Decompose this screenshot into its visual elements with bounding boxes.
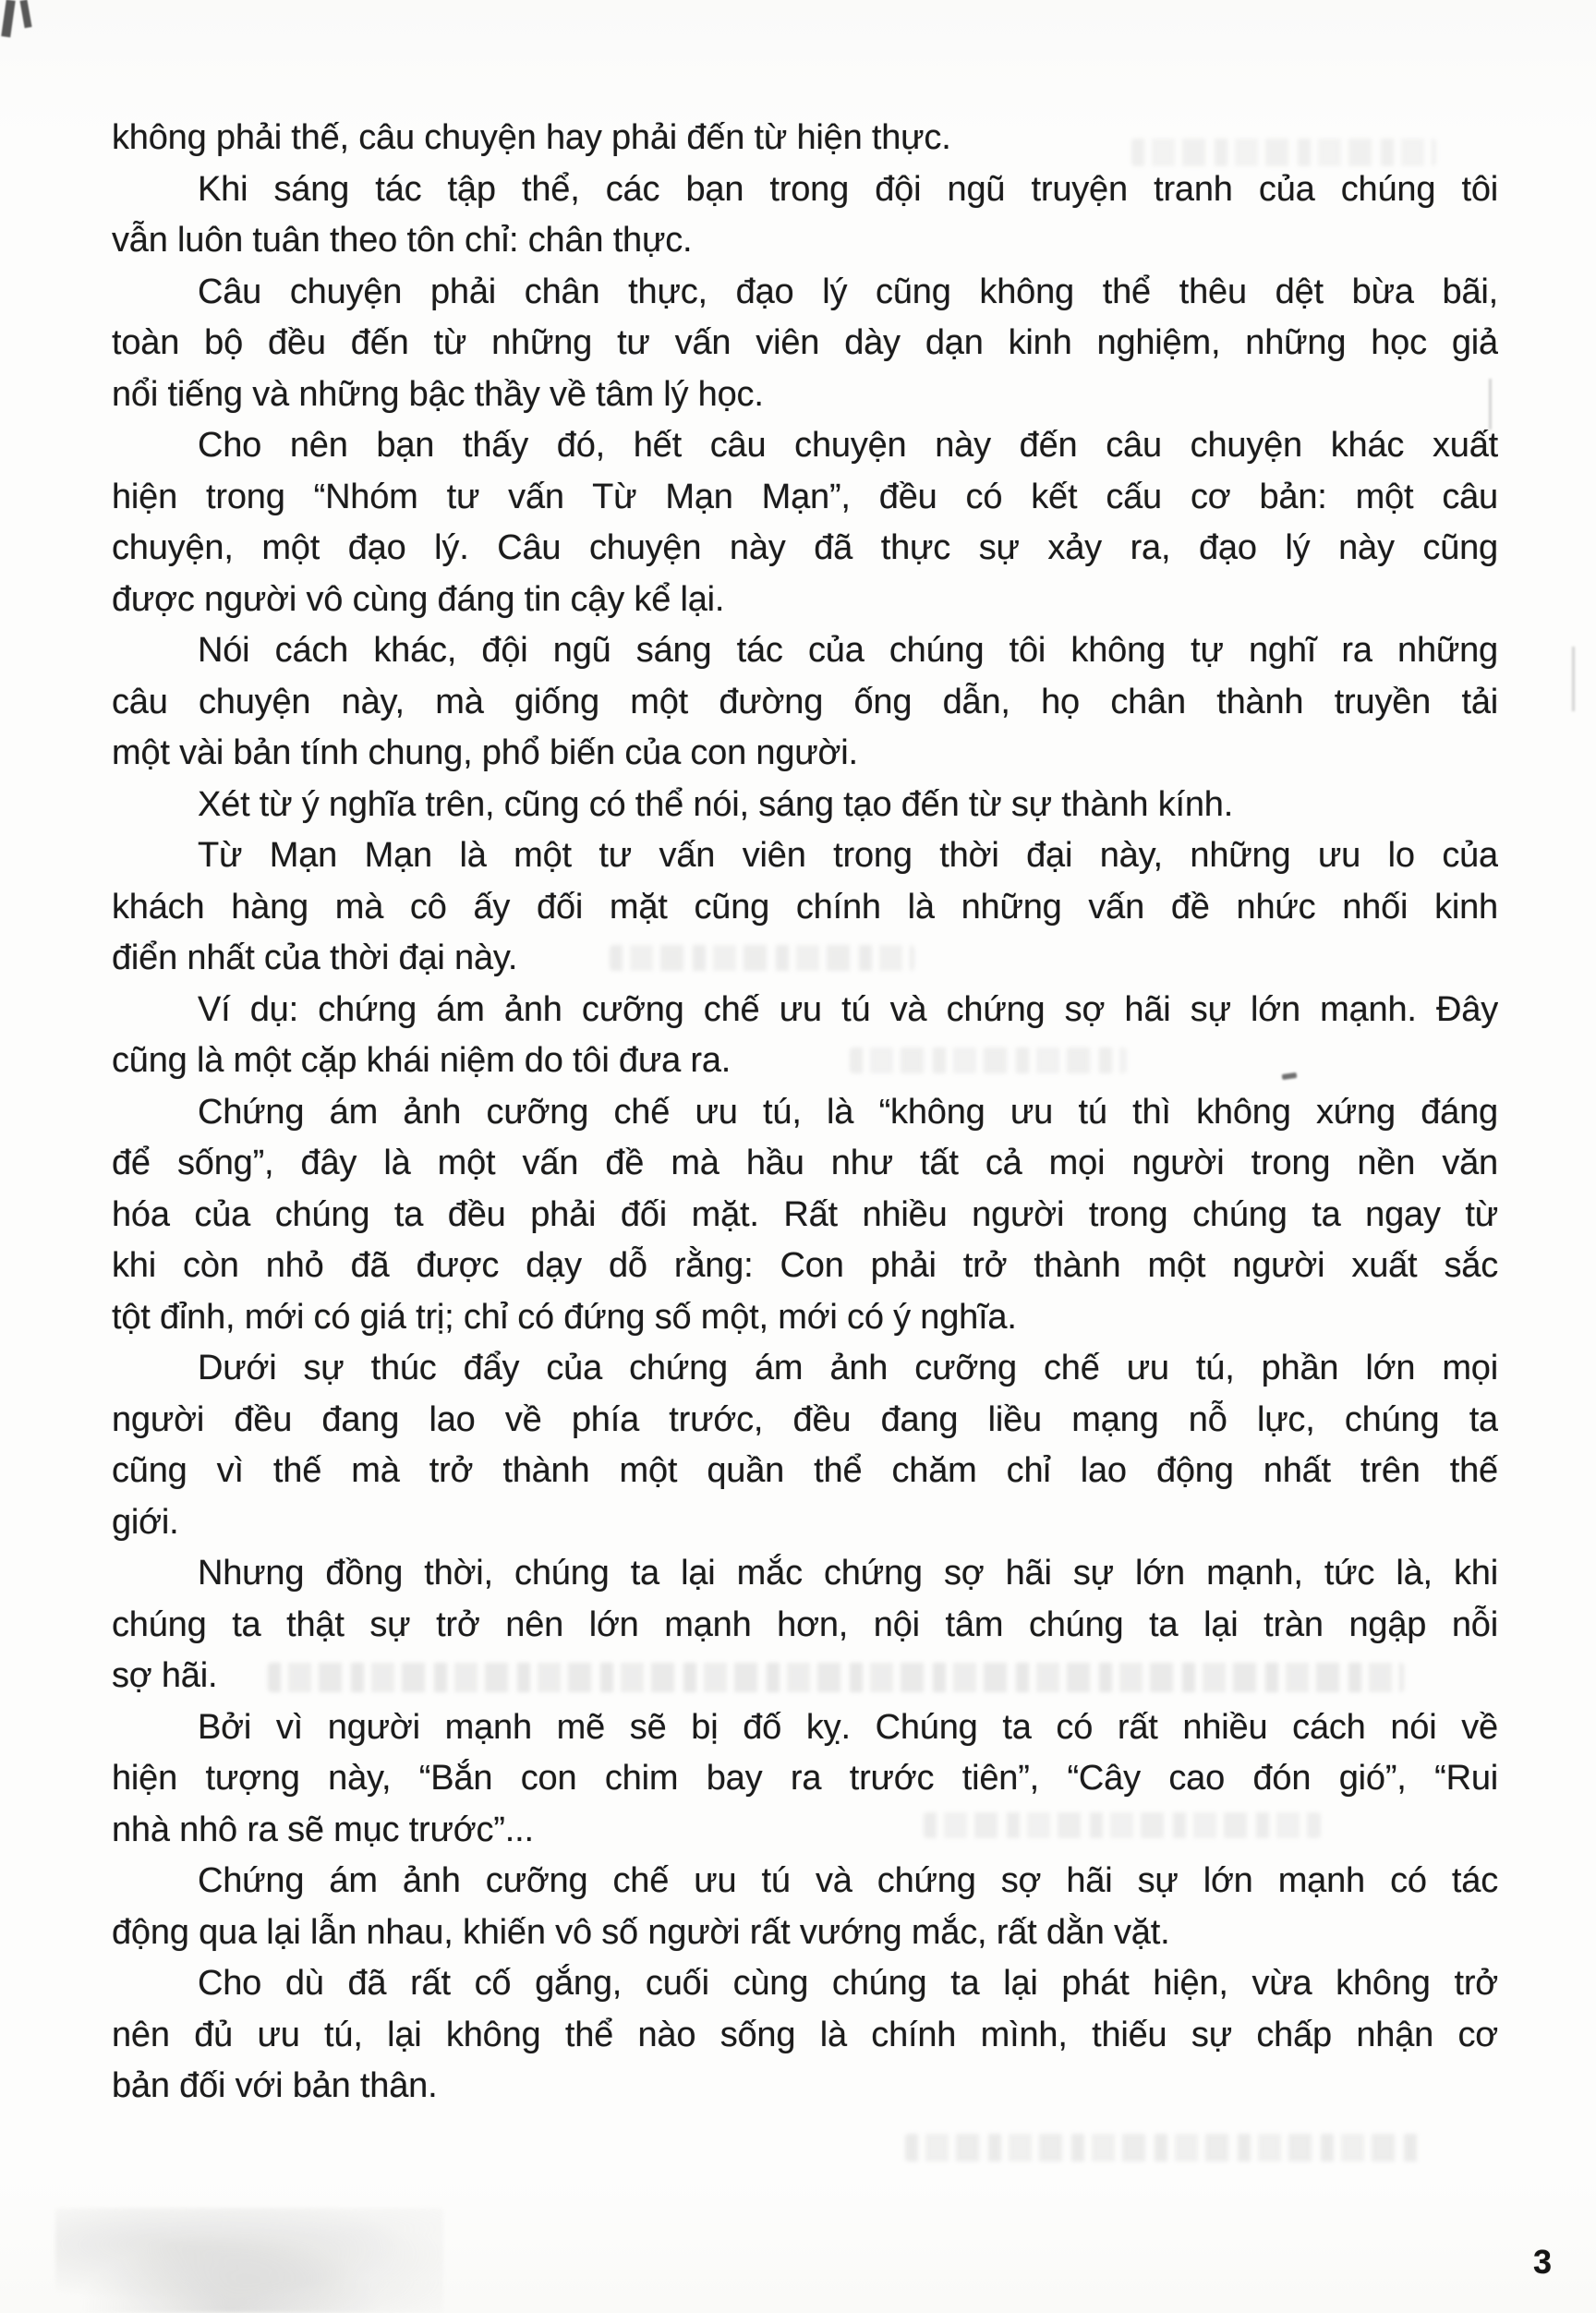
bleedthrough-smudge — [1131, 139, 1436, 166]
text-line: Chứng ám ảnh cưỡng chế ưu tú và chứng sợ hãi sự lớn mạnh có tác — [198, 1861, 1498, 1900]
text-line: giới. — [112, 1502, 179, 1542]
bleedthrough-smudge — [905, 2134, 1422, 2162]
bleedthrough-smudge — [610, 945, 914, 971]
text-line: Từ Mạn Mạn là một tư vấn viên trong thời đại này, những ưu lo của — [198, 836, 1498, 875]
text-line: Xét từ ý nghĩa trên, cũng có thể nói, sáng tạo đến từ sự thành kính. — [198, 784, 1234, 824]
text-line: Câu chuyện phải chân thực, đạo lý cũng không thể thêu dệt bừa bãi, — [198, 272, 1498, 311]
text-line: nên đủ ưu tú, lại không thể nào sống là chính mình, thiếu sự chấp nhận cơ — [112, 2015, 1498, 2054]
text-line: sợ hãi. — [112, 1656, 218, 1695]
text-line: bản đối với bản thân. — [112, 2066, 438, 2105]
text-line: động qua lại lẫn nhau, khiến vô số người rất vướng mắc, rất dằn vặt. — [112, 1912, 1170, 1952]
text-line: tột đỉnh, mới có giá trị; chỉ có đứng số một, mới có ý nghĩa. — [112, 1297, 1017, 1337]
text-line: toàn bộ đều đến từ những tư vấn viên dày dạn kinh nghiệm, những học giả — [112, 323, 1498, 362]
text-line: Cho dù đã rất cố gắng, cuối cùng chúng ta lại phát hiện, vừa không trở — [198, 1964, 1498, 2003]
scan-mark — [1, 0, 15, 38]
text-line: hiện tượng này, “Bắn con chim bay ra trước tiên”, “Cây cao đón gió”, “Rui — [112, 1759, 1498, 1798]
scan-streak — [1572, 647, 1575, 711]
text-line: để sống”, đây là một vấn đề mà hầu như tất cả mọi người trong nền văn — [112, 1144, 1498, 1182]
text-line: được người vô cùng đáng tin cậy kể lại. — [112, 579, 725, 619]
text-line: Nói cách khác, đội ngũ sáng tác của chúng tôi không tự nghĩ ra những — [198, 631, 1498, 670]
text-line: một vài bản tính chung, phổ biến của con người. — [112, 733, 858, 772]
text-line: Dưới sự thúc đẩy của chứng ám ảnh cưỡng chế ưu tú, phần lớn mọi — [198, 1349, 1498, 1387]
scan-streak — [1489, 379, 1492, 430]
text-line: Nhưng đồng thời, chúng ta lại mắc chứng sợ hãi sự lớn mạnh, tức là, khi — [198, 1554, 1498, 1592]
text-line: Khi sáng tác tập thể, các bạn trong đội ngũ truyện tranh của chúng tôi — [198, 169, 1498, 209]
text-line: hóa của chúng ta đều phải đối mặt. Rất nhiều người trong chúng ta ngay từ — [112, 1194, 1498, 1234]
page-number: 3 — [1533, 2243, 1553, 2281]
text-line: Chứng ám ảnh cưỡng chế ưu tú, là “không ưu tú thì không xứng đáng — [198, 1092, 1498, 1132]
text-line: câu chuyện này, mà giống một đường ống dẫn, họ chân thành truyền tải — [112, 682, 1498, 721]
text-line: không phải thế, câu chuyện hay phải đến từ hiện thực. — [112, 118, 951, 157]
text-line: Cho nên bạn thấy đó, hết câu chuyện này đến câu chuyện khác xuất — [198, 426, 1498, 465]
text-line: chuyện, một đạo lý. Câu chuyện này đã thực sự xảy ra, đạo lý này cũng — [112, 528, 1498, 567]
text-line: Ví dụ: chứng ám ảnh cưỡng chế ưu tú và chứng sợ hãi sự lớn mạnh. Đây — [198, 989, 1498, 1029]
text-line: Bởi vì người mạnh mẽ sẽ bị đố kỵ. Chúng ta có rất nhiều cách nói về — [198, 1707, 1498, 1747]
scan-mark — [19, 0, 31, 28]
text-line: điển nhất của thời đại này. — [112, 939, 518, 977]
text-line: cũng là một cặp khái niệm do tôi đưa ra. — [112, 1041, 732, 1080]
bleedthrough-smudge — [850, 1048, 1127, 1073]
text-line: chúng ta thật sự trở nên lớn mạnh hơn, nội tâm chúng ta lại tràn ngập nỗi — [112, 1605, 1498, 1644]
text-line: khách hàng mà cô ấy đối mặt cũng chính là những vấn đề nhức nhối kinh — [112, 887, 1498, 926]
text-line: nổi tiếng và những bậc thầy về tâm lý học. — [112, 374, 764, 414]
text-line: hiện trong “Nhóm tư vấn Từ Mạn Mạn”, đều có kết cấu cơ bản: một câu — [112, 477, 1498, 516]
text-line: nhà nhô ra sẽ mục trước”... — [112, 1810, 534, 1849]
text-line: vẫn luôn tuân theo tôn chỉ: chân thực. — [112, 221, 693, 260]
text-line: cũng vì thế mà trở thành một quần thể chăm chỉ lao động nhất trên thế — [112, 1451, 1498, 1490]
bleedthrough-smudge — [268, 1663, 1404, 1692]
text-line: khi còn nhỏ đã được dạy dỗ rằng: Con phải trở thành một người xuất sắc — [112, 1246, 1498, 1285]
scan-noise-patch — [55, 2208, 443, 2313]
bleedthrough-smudge — [924, 1812, 1321, 1838]
text-line: người đều đang lao về phía trước, đều đang liều mạng nỗ lực, chúng ta — [112, 1399, 1498, 1439]
